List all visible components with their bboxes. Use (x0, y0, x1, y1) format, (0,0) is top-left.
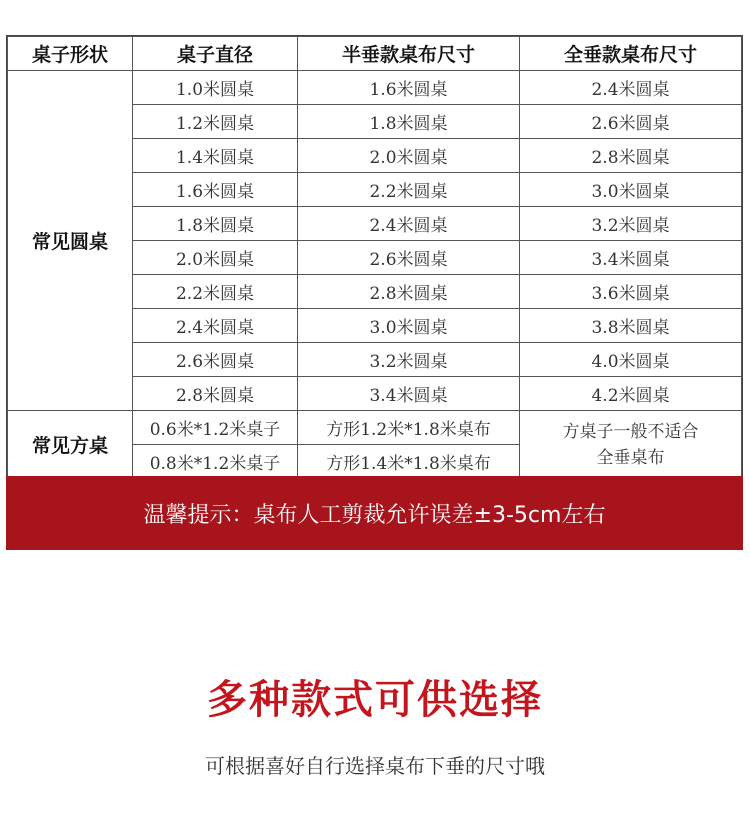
table-cell: 3.0米圆桌 (298, 309, 520, 343)
square-group-label: 常见方桌 (8, 411, 133, 479)
header-shape: 桌子形状 (8, 37, 133, 71)
table-cell: 3.2米圆桌 (520, 207, 742, 241)
table-cell: 3.2米圆桌 (298, 343, 520, 377)
table-cell: 3.4米圆桌 (520, 241, 742, 275)
table-row (8, 71, 742, 105)
square-note-line: 方桌子一般不适合 (562, 421, 699, 442)
table-cell: 2.4米圆桌 (520, 71, 742, 105)
table-header-row (8, 37, 742, 71)
table-cell: 1.8米圆桌 (298, 105, 520, 139)
table-cell: 4.0米圆桌 (520, 343, 742, 377)
table-cell: 2.2米圆桌 (133, 275, 298, 309)
square-note-line: 全垂桌布 (596, 447, 665, 468)
tip-banner: 温馨提示：桌布人工剪裁允许误差±3-5cm左右 (6, 476, 743, 550)
table-cell: 2.2米圆桌 (298, 173, 520, 207)
subline: 可根据喜好自行选择桌布下垂的尺寸哦 (205, 754, 545, 778)
table-cell: 1.2米圆桌 (133, 105, 298, 139)
header-diameter: 桌子直径 (133, 37, 298, 71)
headline: 多种款式可供选择 (207, 677, 543, 723)
table-cell: 1.8米圆桌 (133, 207, 298, 241)
table-cell: 3.4米圆桌 (298, 377, 520, 411)
header-full-drop: 全垂款桌布尺寸 (520, 37, 742, 71)
table-cell: 0.6米*1.2米桌子 (133, 411, 298, 445)
table-cell: 2.6米圆桌 (133, 343, 298, 377)
table-cell: 3.0米圆桌 (520, 173, 742, 207)
table-cell: 2.6米圆桌 (298, 241, 520, 275)
table-cell: 3.8米圆桌 (520, 309, 742, 343)
table-cell: 方形1.4米*1.8米桌布 (298, 445, 520, 479)
table-cell: 4.2米圆桌 (520, 377, 742, 411)
table-cell: 2.0米圆桌 (298, 139, 520, 173)
table-cell: 2.8米圆桌 (133, 377, 298, 411)
table-cell: 2.4米圆桌 (133, 309, 298, 343)
table-cell: 2.8米圆桌 (520, 139, 742, 173)
table-cell: 2.6米圆桌 (520, 105, 742, 139)
table-row (8, 411, 742, 445)
table-cell: 0.8米*1.2米桌子 (133, 445, 298, 479)
table-cell: 1.6米圆桌 (133, 173, 298, 207)
square-note (520, 411, 742, 479)
round-group-label: 常见圆桌 (8, 71, 133, 411)
table-cell: 2.4米圆桌 (298, 207, 520, 241)
table-cell: 3.6米圆桌 (520, 275, 742, 309)
table-cell: 2.8米圆桌 (298, 275, 520, 309)
table-cell: 1.4米圆桌 (133, 139, 298, 173)
table-cell: 方形1.2米*1.8米桌布 (298, 411, 520, 445)
table-cell: 1.6米圆桌 (298, 71, 520, 105)
header-half-drop: 半垂款桌布尺寸 (298, 37, 520, 71)
table-cell: 2.0米圆桌 (133, 241, 298, 275)
size-table (6, 35, 743, 550)
table-cell: 1.0米圆桌 (133, 71, 298, 105)
